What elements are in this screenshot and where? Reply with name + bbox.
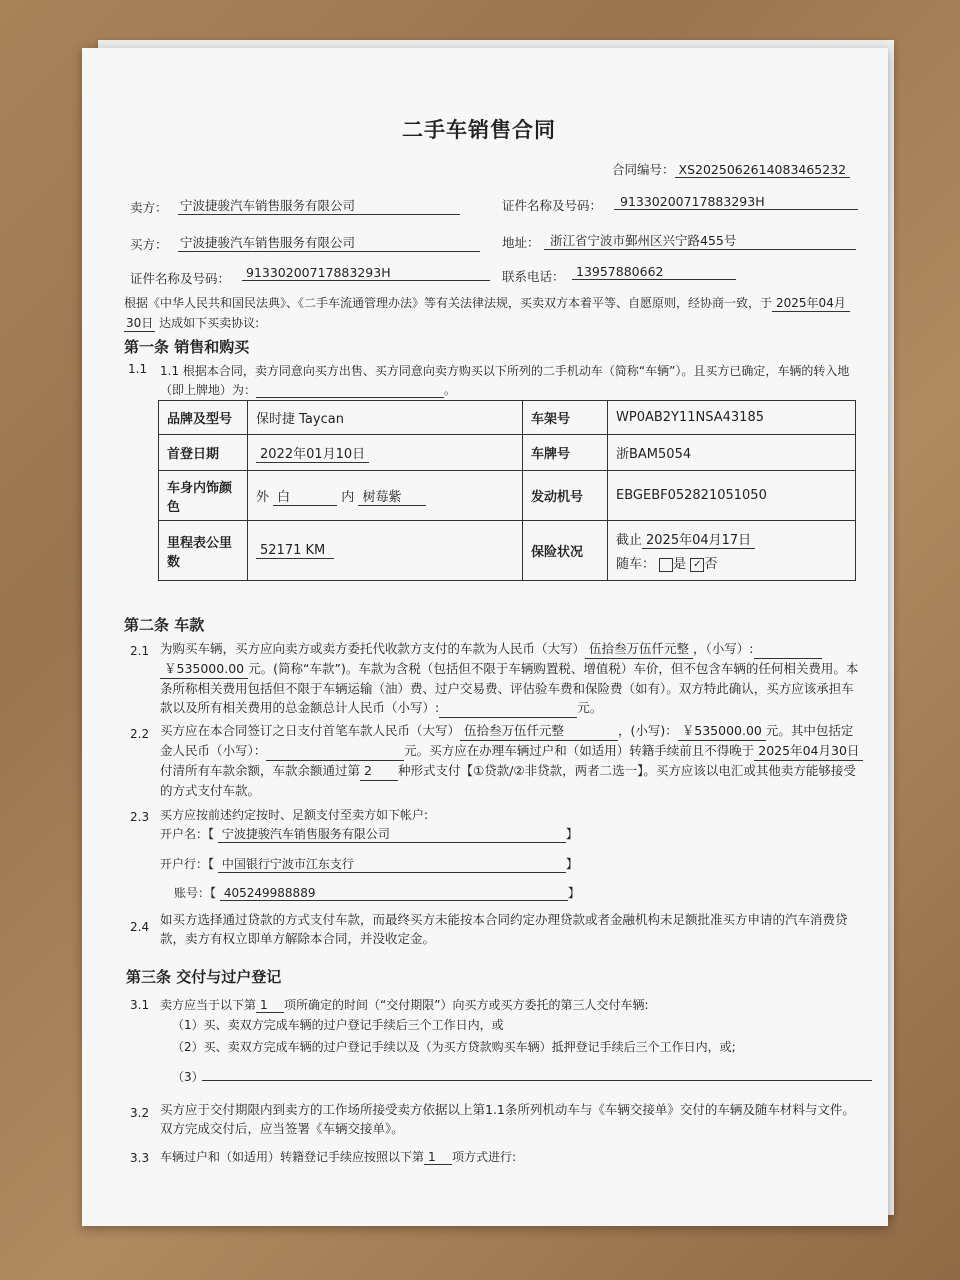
checkbox-yes[interactable]	[659, 558, 673, 572]
clause-3-1-text: 卖方应当于以下第 1 项所确定的时间（“交付期限”）向买方或买方委托的第三人交付车辆:	[160, 998, 649, 1012]
clause-3-2-text: 买方应于交付期限内到卖方的工作场所接受卖方依据以上第1.1条所列机动车与《车辆交接单》交付的车辆及随车材料与文件。双方完成交付后，应当签署《车辆交接单》。	[160, 1102, 855, 1136]
plate-label: 车牌号	[523, 435, 608, 471]
color-cell: 外 白 内 树莓紫	[248, 471, 523, 521]
final-payment-date: 2025年04月30日	[754, 741, 863, 761]
insurance-label: 保险状况	[523, 521, 608, 581]
seller-label: 卖方：	[130, 200, 168, 215]
engine-label: 发动机号	[523, 471, 608, 521]
address: 浙江省宁波市鄞州区兴宁路455号	[544, 231, 856, 250]
account-bank: 开户行：【 中国银行宁波市江东支行 】	[160, 857, 578, 871]
clause-2-4-number: 2.4	[130, 920, 150, 934]
article-2-title: 第二条 车款	[124, 616, 205, 634]
odometer-cell	[248, 521, 523, 581]
reg-date-label: 首登日期	[159, 435, 248, 471]
account-number: 账号：【 405249988889 】	[174, 886, 580, 900]
account-name: 开户名：【 宁波捷骏汽车销售服务有限公司 】	[160, 827, 578, 841]
clause-1-1-text-cont: （即上牌地）为： 。	[160, 383, 457, 397]
buyer-name: 宁波捷骏汽车销售服务有限公司	[178, 233, 480, 252]
clause-3-1-number: 3.1	[130, 998, 150, 1012]
address-label: 地址：	[502, 235, 540, 250]
vin-value: WP0AB2Y11NSA43185	[608, 401, 856, 435]
clause-2-2-number: 2.2	[130, 727, 150, 741]
clause-1-1-text: 1.1 根据本合同，卖方同意向买方出售、买方同意向卖方购买以下所列的二手机动车（简称“车辆”）。且买方已确定，车辆的转入地	[160, 364, 850, 378]
engine-value: EBGEBF052821051050	[608, 471, 856, 521]
reg-date-cell	[248, 435, 523, 471]
article-3-title: 第三条 交付与过户登记	[126, 968, 282, 986]
clause-2-4-text: 如买方选择通过贷款的方式支付车款，而最终买方未能按本合同约定办理贷款或者金融机构未足额批准买方申请的汽车消费贷款，卖方有权立即单方解除本合同，并没收定金。	[160, 912, 848, 946]
insurance-until: 2025年04月17日	[642, 529, 755, 549]
clause-3-3-text: 车辆过户和（如适用）转籍登记手续应按照以下第 1 项方式进行:	[160, 1150, 517, 1164]
delivery-option-2: （2）买、卖双方完成车辆的过户登记手续以及（为买方贷款购买车辆）抵押登记手续后三个工作日内，或;	[172, 1040, 736, 1054]
seller-name: 宁波捷骏汽车销售服务有限公司	[178, 196, 460, 215]
buyer-label: 买方：	[130, 237, 168, 252]
reg-date-value: 2022年01月10日	[256, 443, 369, 463]
plate-value: 浙BAM5054	[608, 435, 856, 471]
phone-label: 联系电话：	[502, 269, 565, 284]
brand-value: 保时捷 Taycan	[248, 401, 523, 435]
payment-method-choice: 2	[360, 761, 398, 781]
odometer-label: 里程表公里数	[159, 521, 248, 581]
price-amount: ￥535000.00	[160, 659, 248, 679]
clause-2-2-text: 买方应在本合同签订之日支付首笔车款人民币（大写） 伍拾叁万伍仟元整 ，(小写)： ￥535000.00 元。其中包括定金人民币（小写）： 元。买方应在办理车辆过户和（如适用）转籍手续前且不得晚于 2025年04月30日付清所有车款余额，车款余额通过第 2 种形式支付【①贷款/②非贷款，两者二选一】。买方应该以电汇或其他卖方能够接受的方式支付车款。	[160, 721, 864, 800]
delivery-option-1: （1）买、卖双方完成车辆的过户登记手续后三个工作日内，或	[172, 1018, 504, 1032]
seller-id-label: 证件名称及号码：	[502, 198, 603, 213]
price-chinese: 伍拾叁万伍仟元整	[585, 639, 693, 659]
buyer-id-label: 证件名称及号码：	[130, 271, 231, 286]
exterior-color: 白	[273, 486, 337, 506]
odometer-value: 52171 KM	[256, 543, 334, 559]
contract-number: 合同编号： XS20250626140834652​32	[612, 160, 850, 178]
document-title: 二手车销售合同	[402, 118, 556, 142]
first-payment-amount: ￥535000.00	[678, 721, 766, 741]
blank-line	[202, 1080, 872, 1081]
delivery-option-3: （3）	[172, 1070, 204, 1084]
brand-label: 品牌及型号	[159, 401, 248, 435]
vehicle-info-table	[158, 400, 856, 581]
clause-2-1-text: 为购买车辆，买方应向卖方或卖方委托代收款方支付的车款为人民币（大写） 伍拾叁万伍仟元整 ，（小写）: ￥535000.00 元。(简称“车款”)。车款为含税（包括但不限于车辆购置税、增值税）车价，但不包含车辆的任何相关费用。本条所称相关费用包括但不限于车辆运输（油）费、过户交易费、评估验车费和保险费（如有）。双方特此确认，买方应该承担车款以及所有相关费用的总金额总计人民币（小写）: 元。	[160, 639, 864, 718]
color-label: 车身内饰颜色	[159, 471, 248, 521]
insurance-cell: 截止 2025年04月17日 随车： 是 ✓ 否	[608, 521, 856, 581]
vin-label: 车架号	[523, 401, 608, 435]
clause-2-1-number: 2.1	[130, 644, 150, 658]
contract-page	[82, 48, 888, 1226]
preamble: 根据《中华人民共和国民法典》、《二手车流通管理办法》等有关法律法规，买卖双方本着平等、自愿原则，经协商一致，于 2025年04月	[124, 294, 850, 312]
article-1-title: 第一条 销售和购买	[124, 338, 250, 356]
seller-id: 91330200717883293H	[614, 194, 858, 210]
interior-color: 树莓紫	[358, 486, 426, 506]
buyer-id: 91330200717883293H	[242, 265, 490, 281]
clause-2-3-text: 买方应按前述约定按时、足额支付至卖方如下帐户:	[160, 808, 429, 822]
clause-3-3-number: 3.3	[130, 1151, 150, 1165]
checkbox-no[interactable]: ✓	[690, 558, 704, 572]
clause-1-1-number: 1.1	[128, 362, 148, 376]
preamble-cont: 30日 达成如下买卖协议:	[126, 316, 260, 330]
first-payment-chinese: 伍拾叁万伍仟元整	[460, 721, 618, 741]
phone: 13957880662	[572, 264, 736, 280]
clause-2-3-number: 2.3	[130, 810, 150, 824]
clause-3-2-number: 3.2	[130, 1106, 150, 1120]
